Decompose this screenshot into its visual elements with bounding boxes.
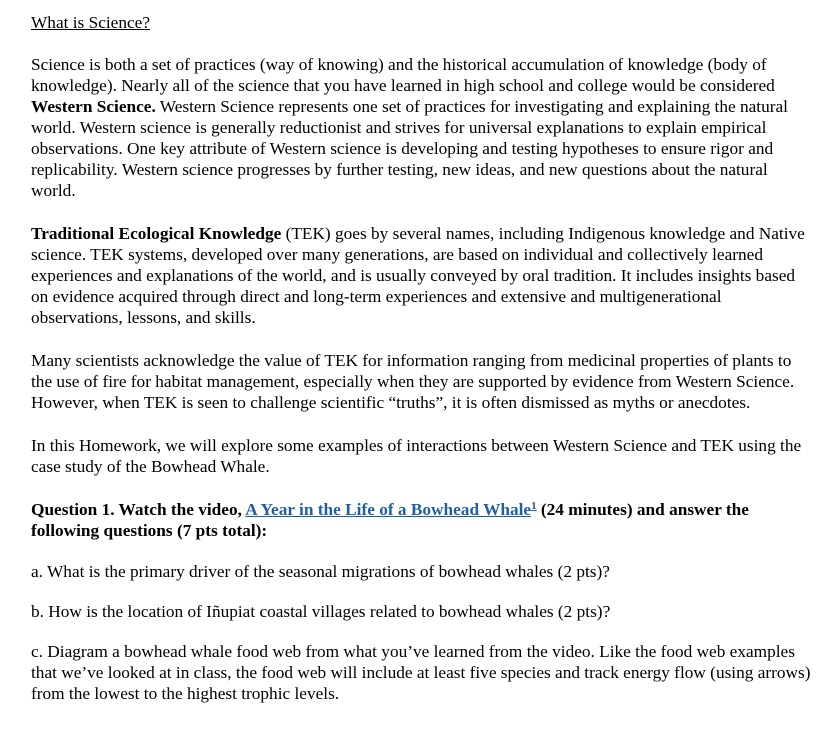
paragraph-text: Western Science represents one set of practices for investigating and explaining the natural world. Western science is generally reductionist and strives for universal explanations to explain empirical observations. One key attribute of Western science is developing and testing hypotheses to ensure rigor and replicability. Western science progresses by further testing, new ideas, and new questions about the natural world. xyxy=(31,97,788,200)
question-1a: a. What is the primary driver of the seasonal migrations of bowhead whales (2 pts)? xyxy=(31,562,610,581)
question-1-tail: (24 minutes) and answer the following questions (7 pts total): xyxy=(31,500,749,540)
question-1-heading xyxy=(31,499,811,541)
question-1c: c. Diagram a bowhead whale food web from what you’ve learned from the video. Like the food web examples that we’ve looked at in class, the food web will include at least five species and track energy flow (using arrows) from the lowest to the highest trophic levels. xyxy=(31,642,811,703)
question-1-text xyxy=(31,500,749,540)
page-title: What is Science? xyxy=(31,13,150,32)
paragraph-text: Science is both a set of practices (way of knowing) and the historical accumulation of knowledge (body of knowledge). Nearly all of the science that you have learned in high school and college would be considered xyxy=(31,55,775,95)
bold-term-western-science: Western Science. xyxy=(31,97,156,116)
question-1b: b. How is the location of Iñupiat coastal villages related to bowhead whales (2 pts)? xyxy=(31,602,611,621)
paragraph-western-science xyxy=(31,54,811,201)
paragraph-homework-intro: In this Homework, we will explore some examples of interactions between Western Science and TEK using the case study of the Bowhead Whale. xyxy=(31,436,802,476)
paragraph-text: (TEK) goes by several names, including Indigenous knowledge and Native science. TEK systems, developed over many generations, are based on individual and collectively learned experiences and explanations of the world, and is usually conveyed by oral tradition. It includes insights based on evidence acquired through direct and long-term experiences and extensive and multigenerational observations, lessons, and skills. xyxy=(31,224,805,327)
bold-term-tek: Traditional Ecological Knowledge xyxy=(31,224,282,243)
paragraph-value-of-tek: Many scientists acknowledge the value of TEK for information ranging from medicinal properties of plants to the use of fire for habitat management, especially when they are supported by evidence from Western Science. However, when TEK is seen to challenge scientific “truths”, it is often dismissed as myths or anecdotes. xyxy=(31,351,795,412)
footnote-link[interactable]: 1 xyxy=(531,500,537,512)
video-link[interactable]: A Year in the Life of a Bowhead Whale xyxy=(245,500,532,519)
question-1-lead: Question 1. Watch the video, xyxy=(31,500,246,519)
paragraph-tek xyxy=(31,223,811,328)
